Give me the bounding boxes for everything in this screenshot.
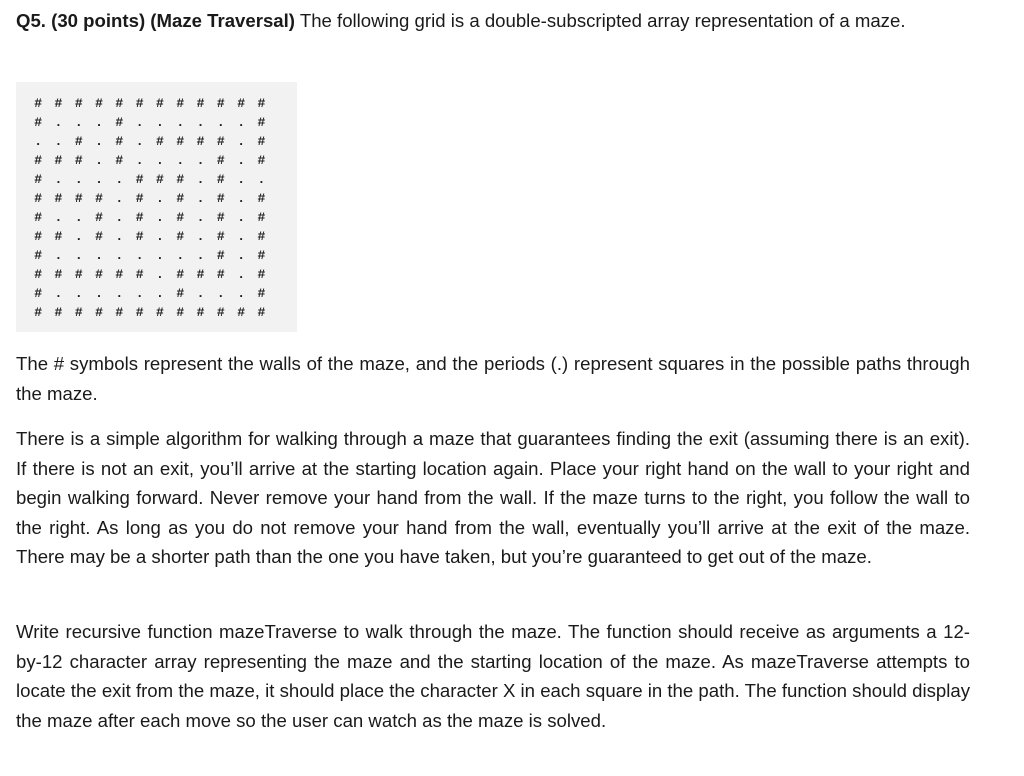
maze-cell: . — [54, 286, 63, 301]
maze-cell: . — [196, 286, 205, 301]
maze-cell: # — [216, 248, 225, 263]
maze-row — [28, 113, 272, 132]
maze-cell: . — [54, 134, 63, 149]
maze-cell: # — [216, 134, 225, 149]
maze-cell: . — [237, 210, 246, 225]
maze-cell: # — [176, 305, 185, 320]
maze-cell: # — [115, 267, 124, 282]
maze-cell: . — [54, 172, 63, 187]
paragraph-symbols: The # symbols represent the walls of the maze, and the periods (.) represent squares in the possible paths through the maze. — [16, 353, 970, 404]
maze-cell: . — [156, 229, 164, 244]
maze-cell: # — [257, 305, 266, 320]
maze-cell: . — [237, 172, 246, 187]
maze-cell: . — [115, 229, 124, 244]
maze-cell: . — [115, 286, 124, 301]
maze-cell: . — [196, 172, 205, 187]
maze-cell: # — [237, 305, 246, 320]
maze-cell: # — [74, 305, 83, 320]
maze-cell: . — [95, 153, 103, 168]
maze-cell: # — [34, 210, 43, 225]
maze-cell: # — [216, 96, 225, 111]
maze-cell: # — [115, 134, 124, 149]
maze-cell: # — [257, 267, 266, 282]
maze-cell: # — [257, 96, 266, 111]
maze-cell: # — [54, 191, 63, 206]
maze-cell: . — [74, 115, 83, 130]
maze-cell: . — [54, 210, 63, 225]
maze-row — [28, 189, 272, 208]
maze-cell: # — [34, 267, 43, 282]
maze-cell: # — [196, 134, 205, 149]
maze-cell: . — [216, 286, 225, 301]
maze-cell: . — [237, 286, 246, 301]
maze-cell: # — [176, 191, 185, 206]
maze-cell: . — [135, 286, 144, 301]
maze-cell: # — [156, 305, 164, 320]
maze-cell: # — [34, 153, 43, 168]
maze-cell: . — [196, 248, 205, 263]
maze-cell: . — [34, 134, 43, 149]
maze-cell: # — [196, 96, 205, 111]
maze-cell: # — [156, 96, 164, 111]
maze-cell: . — [74, 229, 83, 244]
maze-row — [28, 151, 272, 170]
maze-cell: # — [216, 210, 225, 225]
maze-cell: # — [257, 286, 266, 301]
maze-cell: . — [196, 115, 205, 130]
paragraph-algorithm: There is a simple algorithm for walking through a maze that guarantees finding the exit (assuming there is an exit). If there is not an exit, you’ll arrive at the starting location again. Place your right hand on the wall to your right and begin walking forward. Never remove your hand from the wall. If the maze turns to the right, you follow the wall to the right. As long as you do not remove your hand from the wall, eventually you’ll arrive at the exit of the maze. There may be a shorter path than the one you have taken, but you’re guaranteed to get out of the maze. — [16, 428, 970, 567]
maze-cell: # — [34, 248, 43, 263]
maze-cell: . — [95, 248, 103, 263]
maze-cell: . — [54, 115, 63, 130]
maze-cell: # — [196, 267, 205, 282]
maze-cell: # — [34, 305, 43, 320]
maze-cell: . — [135, 115, 144, 130]
maze-cell: . — [135, 153, 144, 168]
maze-cell: . — [95, 172, 103, 187]
question-title: Q5. (30 points) (Maze Traversal) — [16, 10, 295, 31]
maze-cell: # — [34, 172, 43, 187]
maze-cell: . — [237, 248, 246, 263]
maze-cell: . — [176, 153, 185, 168]
maze-row — [28, 303, 272, 322]
maze-grid — [28, 94, 272, 322]
question-text: The following grid is a double-subscripted array representation of a maze. — [295, 10, 906, 31]
maze-cell: # — [216, 229, 225, 244]
maze-cell: # — [54, 267, 63, 282]
maze-cell: # — [74, 153, 83, 168]
maze-cell: # — [176, 286, 185, 301]
maze-cell: . — [257, 172, 266, 187]
maze-cell: # — [257, 248, 266, 263]
maze-cell: # — [135, 229, 144, 244]
maze-cell: . — [135, 248, 144, 263]
maze-cell: # — [216, 191, 225, 206]
maze-cell: . — [196, 229, 205, 244]
maze-row — [28, 284, 272, 303]
maze-cell: . — [115, 210, 124, 225]
maze-cell: . — [196, 153, 205, 168]
maze-cell: . — [156, 191, 164, 206]
maze-cell: # — [176, 210, 185, 225]
maze-cell: # — [34, 191, 43, 206]
maze-row — [28, 265, 272, 284]
maze-cell: # — [135, 267, 144, 282]
maze-row — [28, 227, 272, 246]
maze-cell: # — [115, 305, 124, 320]
maze-cell: # — [34, 115, 43, 130]
maze-cell: # — [54, 96, 63, 111]
maze-cell: # — [216, 267, 225, 282]
maze-cell: . — [74, 248, 83, 263]
maze-cell: # — [95, 305, 103, 320]
maze-cell: . — [54, 248, 63, 263]
maze-cell: # — [74, 191, 83, 206]
maze-cell: . — [237, 267, 246, 282]
maze-row — [28, 246, 272, 265]
maze-cell: # — [135, 96, 144, 111]
maze-cell: # — [237, 96, 246, 111]
maze-cell: . — [237, 153, 246, 168]
maze-cell: # — [156, 134, 164, 149]
maze-cell: # — [54, 305, 63, 320]
maze-cell: . — [216, 115, 225, 130]
maze-cell: # — [135, 305, 144, 320]
maze-cell: . — [156, 153, 164, 168]
maze-cell: # — [135, 172, 144, 187]
maze-cell: # — [74, 134, 83, 149]
maze-cell: # — [135, 191, 144, 206]
maze-cell: # — [257, 210, 266, 225]
maze-cell: . — [237, 191, 246, 206]
maze-cell: . — [74, 210, 83, 225]
maze-cell: # — [54, 229, 63, 244]
question-heading — [16, 6, 970, 36]
maze-cell: . — [176, 115, 185, 130]
maze-cell: # — [216, 153, 225, 168]
maze-cell: # — [95, 96, 103, 111]
maze-cell: . — [135, 134, 144, 149]
maze-cell: # — [176, 134, 185, 149]
maze-cell: # — [115, 96, 124, 111]
maze-cell: # — [257, 191, 266, 206]
maze-cell: # — [95, 267, 103, 282]
maze-cell: . — [95, 134, 103, 149]
maze-cell: # — [95, 229, 103, 244]
maze-cell: # — [176, 96, 185, 111]
maze-cell: # — [95, 191, 103, 206]
maze-cell: . — [95, 286, 103, 301]
maze-cell: # — [257, 153, 266, 168]
maze-cell: # — [34, 96, 43, 111]
maze-cell: . — [237, 229, 246, 244]
paragraph-task: Write recursive function mazeTraverse to walk through the maze. The function should receive as arguments a 12-by-12 character array representing the maze and the starting location of the maze. As mazeTraverse attempts to locate the exit from the maze, it should place the character X in each square in the path. The function should display the maze after each move so the user can watch as the maze is solved. — [16, 621, 970, 731]
maze-cell: # — [176, 267, 185, 282]
maze-cell: # — [257, 229, 266, 244]
maze-cell: . — [74, 286, 83, 301]
maze-cell: . — [156, 248, 164, 263]
maze-cell: # — [176, 229, 185, 244]
maze-cell: . — [156, 115, 164, 130]
maze-cell: . — [237, 134, 246, 149]
maze-row — [28, 94, 272, 113]
maze-cell: . — [156, 286, 164, 301]
maze-cell: # — [115, 153, 124, 168]
maze-cell: # — [34, 286, 43, 301]
maze-cell: . — [115, 191, 124, 206]
maze-cell: . — [237, 115, 246, 130]
maze-cell: # — [34, 229, 43, 244]
maze-cell: # — [216, 305, 225, 320]
maze-cell: # — [176, 172, 185, 187]
maze-cell: # — [156, 172, 164, 187]
maze-cell: # — [54, 153, 63, 168]
maze-cell: # — [74, 96, 83, 111]
maze-cell: . — [95, 115, 103, 130]
maze-cell: # — [74, 267, 83, 282]
maze-cell: . — [176, 248, 185, 263]
maze-cell: # — [95, 210, 103, 225]
maze-cell: # — [115, 115, 124, 130]
maze-figure — [16, 82, 297, 332]
maze-cell: # — [135, 210, 144, 225]
maze-cell: # — [257, 134, 266, 149]
maze-cell: # — [257, 115, 266, 130]
maze-cell: . — [156, 210, 164, 225]
maze-cell: # — [216, 172, 225, 187]
maze-cell: . — [74, 172, 83, 187]
maze-cell: . — [115, 248, 124, 263]
maze-row — [28, 170, 272, 189]
maze-row — [28, 208, 272, 227]
maze-row — [28, 132, 272, 151]
maze-cell: # — [196, 305, 205, 320]
maze-cell: . — [115, 172, 124, 187]
maze-cell: . — [156, 267, 164, 282]
maze-cell: . — [196, 210, 205, 225]
maze-cell: . — [196, 191, 205, 206]
